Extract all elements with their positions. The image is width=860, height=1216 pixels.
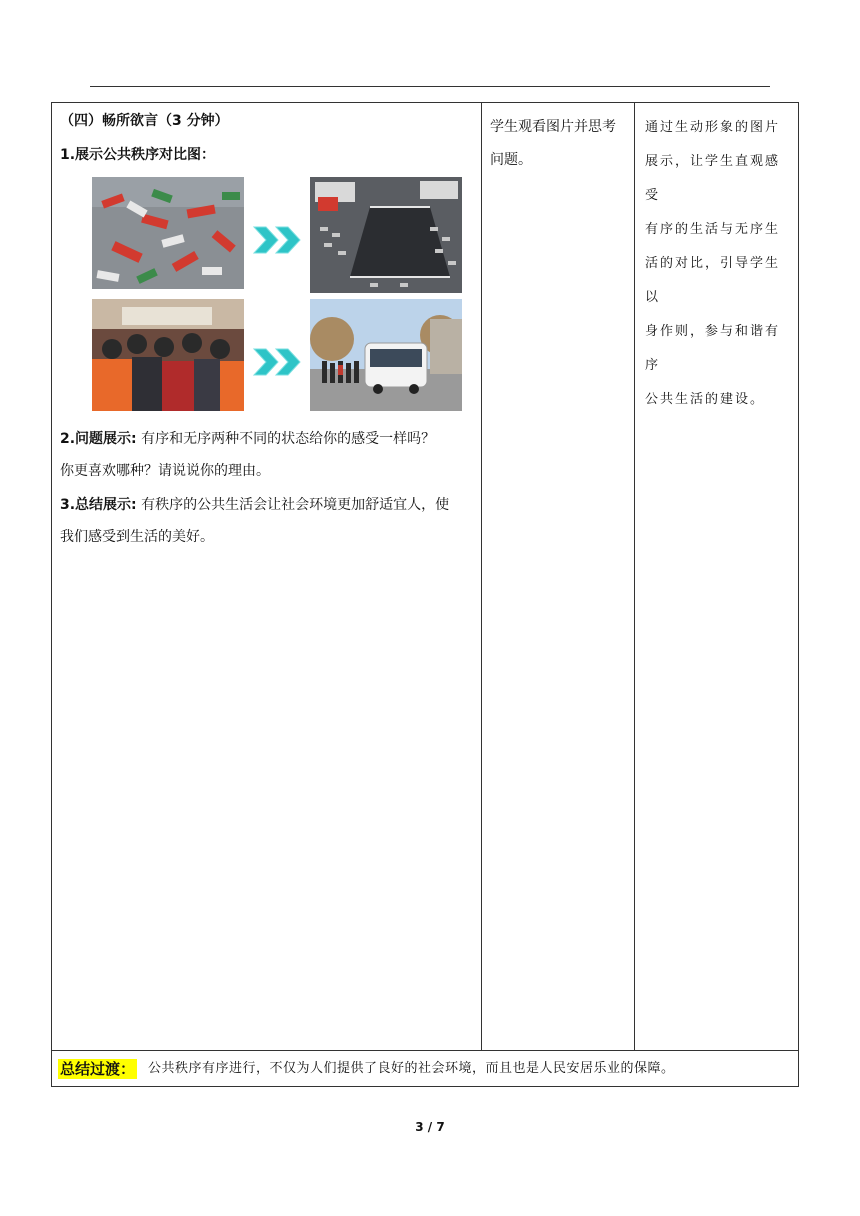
student-activity-cell (482, 103, 635, 1050)
design-intent-line: 有序的生活与无序生 (645, 222, 781, 237)
summary-label: 总结过渡： (60, 1060, 136, 1078)
step2-label: 2.问题展示: (60, 431, 137, 447)
step2-line1 (60, 429, 435, 449)
design-intent-cell (635, 103, 798, 1050)
step2-line2: 你更喜欢哪种？请说说你的理由。 (60, 463, 270, 479)
student-activity-text (490, 111, 630, 177)
summary-text: 公共秩序有序进行，不仅为人们提供了良好的社会环境，而且也是人民安居乐业的保障。 (148, 1061, 675, 1076)
page-number: 3 / 7 (415, 1120, 445, 1134)
design-intent-line: 公共生活的建设。 (645, 392, 766, 407)
student-activity-line: 问题。 (490, 152, 532, 168)
design-intent-line: 身作则，参与和谐有序 (645, 324, 781, 373)
crowded-boarding-photo (92, 299, 244, 411)
step3-line2: 我们感受到生活的美好。 (60, 529, 214, 545)
step3-summary-text: 有秩序的公共生活会让社会环境更加舒适宜人，使 (141, 497, 450, 513)
step2-question-text: 有序和无序两种不同的状态给你的感受一样吗？ (141, 431, 436, 447)
design-intent-line: 活的对比，引导学生以 (645, 256, 781, 305)
header-rule (90, 86, 770, 87)
design-intent-text (645, 111, 791, 417)
student-activity-line: 学生观看图片并思考 (490, 119, 616, 135)
design-intent-line: 通过生动形象的图片 (645, 120, 781, 135)
teaching-content-cell (52, 103, 482, 1050)
summary-row (52, 1050, 798, 1086)
double-chevron-right-icon (252, 225, 304, 259)
section-heading: （四）畅所欲言（3 分钟） (60, 113, 229, 129)
step3-label: 3.总结展示: (60, 497, 137, 513)
orderly-traffic-photo (310, 177, 462, 293)
chaotic-traffic-photo (92, 177, 244, 289)
design-intent-line: 展示，让学生直观感受 (645, 154, 781, 203)
step1-label: 1.展示公共秩序对比图： (60, 147, 216, 163)
double-chevron-right-icon (252, 347, 304, 381)
lesson-table (51, 102, 799, 1087)
orderly-queue-photo (310, 299, 462, 411)
step3-line1 (60, 495, 449, 515)
